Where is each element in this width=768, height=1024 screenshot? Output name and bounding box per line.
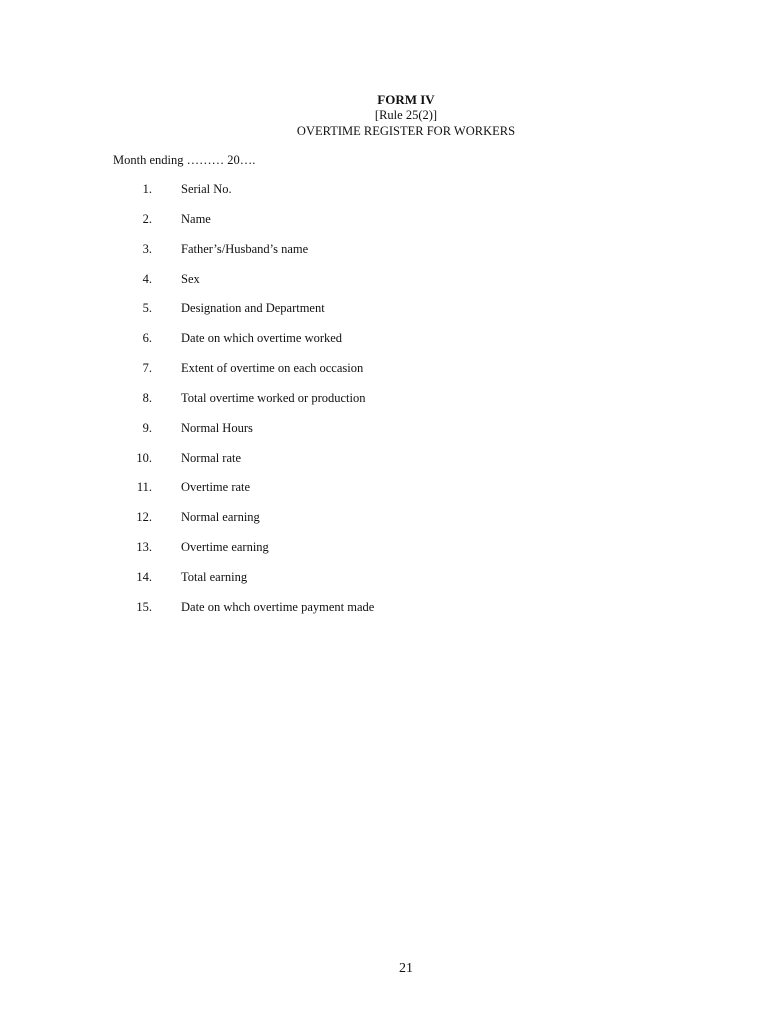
form-title: FORM IV <box>377 92 435 107</box>
field-item <box>0 181 768 211</box>
field-label: Total overtime worked or production <box>181 390 366 405</box>
field-number: 14. <box>136 569 152 584</box>
field-item <box>0 271 768 301</box>
field-number: 15. <box>136 599 152 614</box>
field-label: Total earning <box>181 569 248 584</box>
field-label: Normal rate <box>181 450 242 465</box>
field-number: 13. <box>136 540 152 555</box>
month-ending-line: Month ending ……… 20…. <box>113 153 256 167</box>
field-number: 6. <box>142 331 152 346</box>
field-number: 12. <box>136 510 152 525</box>
field-item <box>0 300 768 330</box>
field-item <box>0 390 768 420</box>
field-item <box>0 599 768 629</box>
field-label: Normal earning <box>181 510 260 525</box>
field-item <box>0 539 768 569</box>
field-item <box>0 509 768 539</box>
field-number: 2. <box>142 211 152 226</box>
field-number: 5. <box>142 301 152 316</box>
field-label: Designation and Department <box>181 301 325 316</box>
field-label: Normal Hours <box>181 420 253 435</box>
field-item <box>0 420 768 450</box>
field-item <box>0 330 768 360</box>
field-item <box>0 569 768 599</box>
field-label: Overtime earning <box>181 540 269 555</box>
field-item <box>0 241 768 271</box>
field-label: Father’s/Husband’s name <box>181 241 309 256</box>
field-number: 7. <box>142 361 152 376</box>
field-label: Sex <box>181 271 200 286</box>
field-item <box>0 479 768 509</box>
field-number: 11. <box>136 480 152 495</box>
field-number: 10. <box>136 450 152 465</box>
field-number: 9. <box>142 420 152 435</box>
register-title: OVERTIME REGISTER FOR WORKERS <box>296 124 516 138</box>
field-label: Overtime rate <box>181 480 251 495</box>
field-item <box>0 450 768 480</box>
rule-reference: [Rule 25(2)] <box>374 108 438 122</box>
field-label: Date on which overtime worked <box>181 331 343 346</box>
field-number: 3. <box>142 241 152 256</box>
field-list <box>0 181 768 629</box>
page-number: 21 <box>399 961 413 976</box>
form-header <box>0 92 768 139</box>
field-label: Date on whch overtime payment made <box>181 599 375 614</box>
field-number: 8. <box>142 390 152 405</box>
field-label: Extent of overtime on each occasion <box>181 361 364 376</box>
field-label: Serial No. <box>181 182 232 196</box>
field-label: Name <box>181 211 211 226</box>
field-number: 1. <box>142 182 152 196</box>
field-item <box>0 211 768 241</box>
field-number: 4. <box>142 271 152 286</box>
field-item <box>0 360 768 390</box>
